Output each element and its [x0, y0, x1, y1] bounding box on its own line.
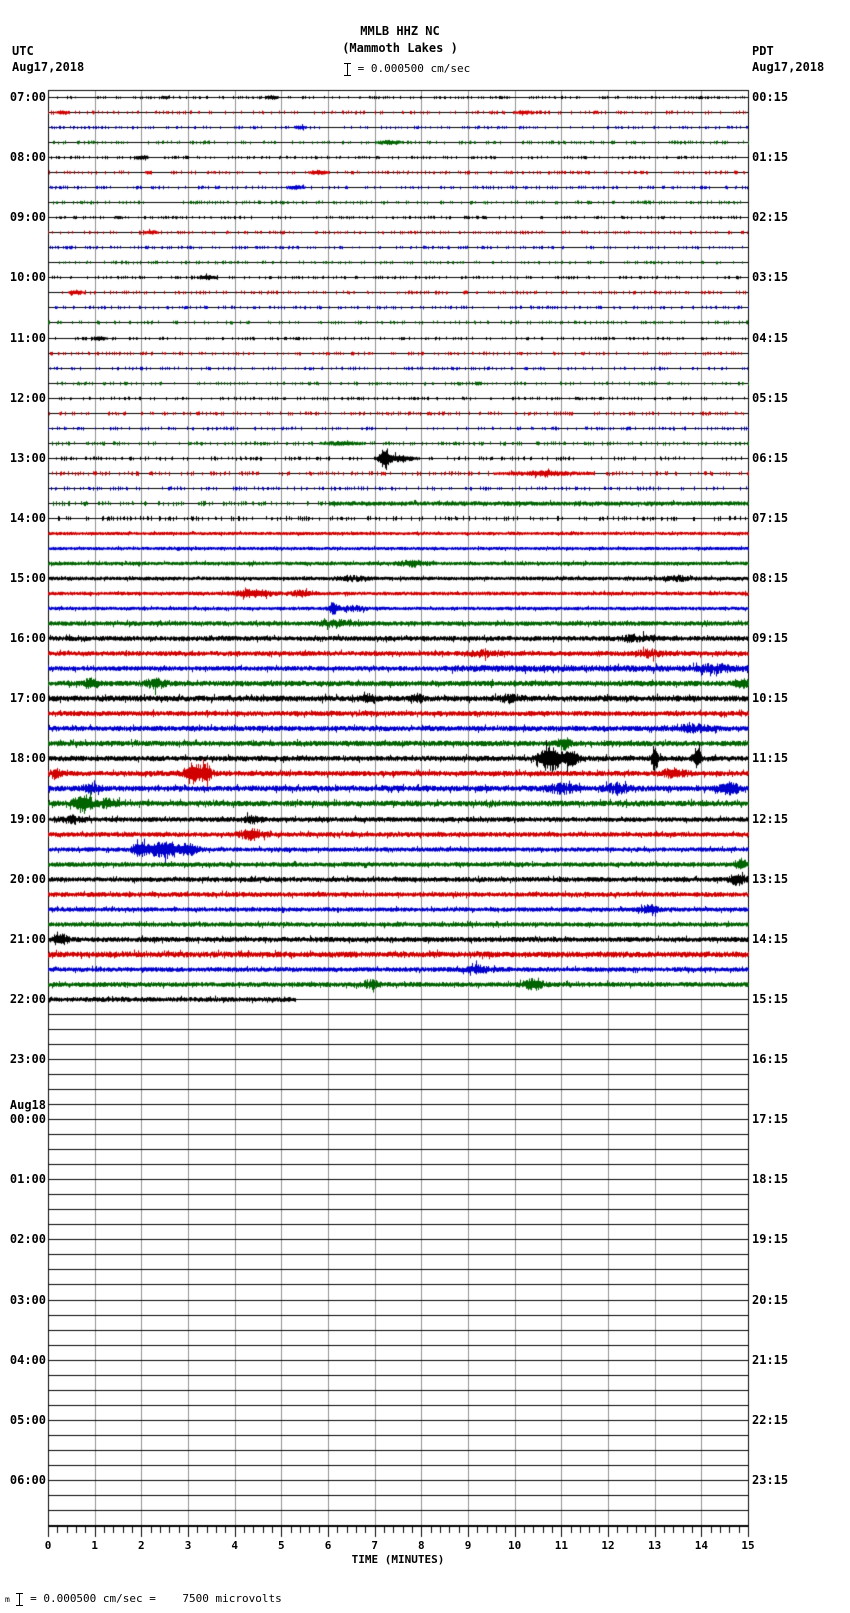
utc-hour-label: 16:00 — [9, 631, 46, 645]
pdt-hour-label: 16:15 — [752, 1052, 789, 1066]
footer-scale — [5, 1592, 282, 1606]
utc-hour-label: 21:00 — [9, 932, 46, 946]
x-tick-label: 4 — [231, 1539, 238, 1552]
utc-hour-label: 07:00 — [9, 90, 46, 104]
left-date: Aug17,2018 — [12, 60, 85, 74]
utc-hour-label: 14:00 — [9, 511, 46, 525]
utc-hour-label: 11:00 — [9, 331, 46, 345]
pdt-hour-label: 01:15 — [752, 150, 789, 164]
x-tick-label: 15 — [741, 1539, 755, 1552]
x-tick-label: 3 — [184, 1539, 192, 1552]
x-tick-label: 2 — [138, 1539, 145, 1552]
utc-hour-label: 06:00 — [9, 1473, 46, 1487]
x-tick-label: 6 — [324, 1539, 332, 1552]
scale-bar-icon — [344, 63, 351, 76]
pdt-hour-label: 02:15 — [752, 210, 789, 224]
x-tick-label: 9 — [464, 1539, 472, 1552]
pdt-hour-label: 17:15 — [752, 1112, 789, 1126]
utc-hour-label: 02:00 — [9, 1232, 46, 1246]
x-tick-label: 14 — [694, 1539, 708, 1552]
x-tick-label: 8 — [418, 1539, 425, 1552]
footer-scale-bar-icon — [16, 1593, 23, 1606]
pdt-hour-label: 20:15 — [752, 1293, 789, 1307]
pdt-hour-label: 10:15 — [752, 691, 789, 705]
pdt-hour-label: 18:15 — [752, 1172, 789, 1186]
utc-hour-label: 09:00 — [9, 210, 46, 224]
pdt-hour-label: 04:15 — [752, 331, 789, 345]
utc-hour-label: 19:00 — [9, 812, 46, 826]
x-tick-label: 12 — [601, 1539, 615, 1552]
utc-hour-label: 17:00 — [9, 691, 46, 705]
utc-hour-label: 15:00 — [9, 571, 46, 585]
utc-hour-label: 08:00 — [9, 150, 46, 164]
pdt-hour-label: 00:15 — [752, 90, 789, 104]
pdt-hour-label: 12:15 — [752, 812, 789, 826]
pdt-hour-label: 19:15 — [752, 1232, 789, 1246]
pdt-hour-label: 14:15 — [752, 932, 789, 946]
left-timezone: UTC — [12, 44, 34, 58]
axis-title: TIME (MINUTES) — [351, 1553, 445, 1566]
header-scale — [344, 62, 470, 76]
pdt-hour-label: 15:15 — [752, 992, 789, 1006]
pdt-hour-label: 05:15 — [752, 391, 789, 405]
x-tick-label: 13 — [648, 1539, 662, 1552]
utc-hour-label: 03:00 — [9, 1293, 46, 1307]
right-date: Aug17,2018 — [752, 60, 825, 74]
pdt-hour-label: 23:15 — [752, 1473, 789, 1487]
footer-scale-equation: = 0.000500 cm/sec = — [30, 1592, 156, 1605]
utc-hour-label: 10:00 — [9, 270, 46, 284]
station-title: MMLB HHZ NC — [360, 24, 440, 38]
utc-hour-label: 22:00 — [9, 992, 46, 1006]
pdt-hour-label: 11:15 — [752, 751, 789, 765]
station-subtitle: (Mammoth Lakes ) — [342, 41, 458, 55]
pdt-hour-label: 06:15 — [752, 451, 789, 465]
utc-hour-label: 13:00 — [9, 451, 46, 465]
header-scale-text: = 0.000500 cm/sec — [357, 62, 471, 75]
utc-hour-label: 12:00 — [9, 391, 46, 405]
utc-hour-label: 18:00 — [9, 751, 46, 765]
x-tick-label: 7 — [371, 1539, 378, 1552]
pdt-hour-label: 03:15 — [752, 270, 789, 284]
pdt-hour-label: 21:15 — [752, 1353, 789, 1367]
utc-hour-label: 05:00 — [9, 1413, 46, 1427]
utc-hour-label: 01:00 — [9, 1172, 46, 1186]
x-tick-label: 0 — [44, 1539, 52, 1552]
utc-hour-label: 23:00 — [9, 1052, 46, 1066]
footer-volts-text: 7500 microvolts — [182, 1592, 282, 1605]
right-timezone: PDT — [752, 44, 774, 58]
utc-hour-label: 04:00 — [9, 1353, 46, 1367]
pdt-hour-label: 22:15 — [752, 1413, 789, 1427]
utc-hour-label: 00:00 — [9, 1112, 46, 1126]
footer-scale-subscript: m — [5, 1595, 10, 1604]
pdt-hour-label: 09:15 — [752, 631, 789, 645]
utc-date-rollover-label: Aug18 — [9, 1098, 46, 1112]
utc-hour-label: 20:00 — [9, 872, 46, 886]
pdt-hour-label: 07:15 — [752, 511, 789, 525]
x-tick-label: 11 — [554, 1539, 568, 1552]
pdt-hour-label: 08:15 — [752, 571, 789, 585]
pdt-hour-label: 13:15 — [752, 872, 789, 886]
x-tick-label: 1 — [91, 1539, 98, 1552]
x-tick-label: 5 — [278, 1539, 285, 1552]
x-tick-label: 10 — [508, 1539, 522, 1552]
